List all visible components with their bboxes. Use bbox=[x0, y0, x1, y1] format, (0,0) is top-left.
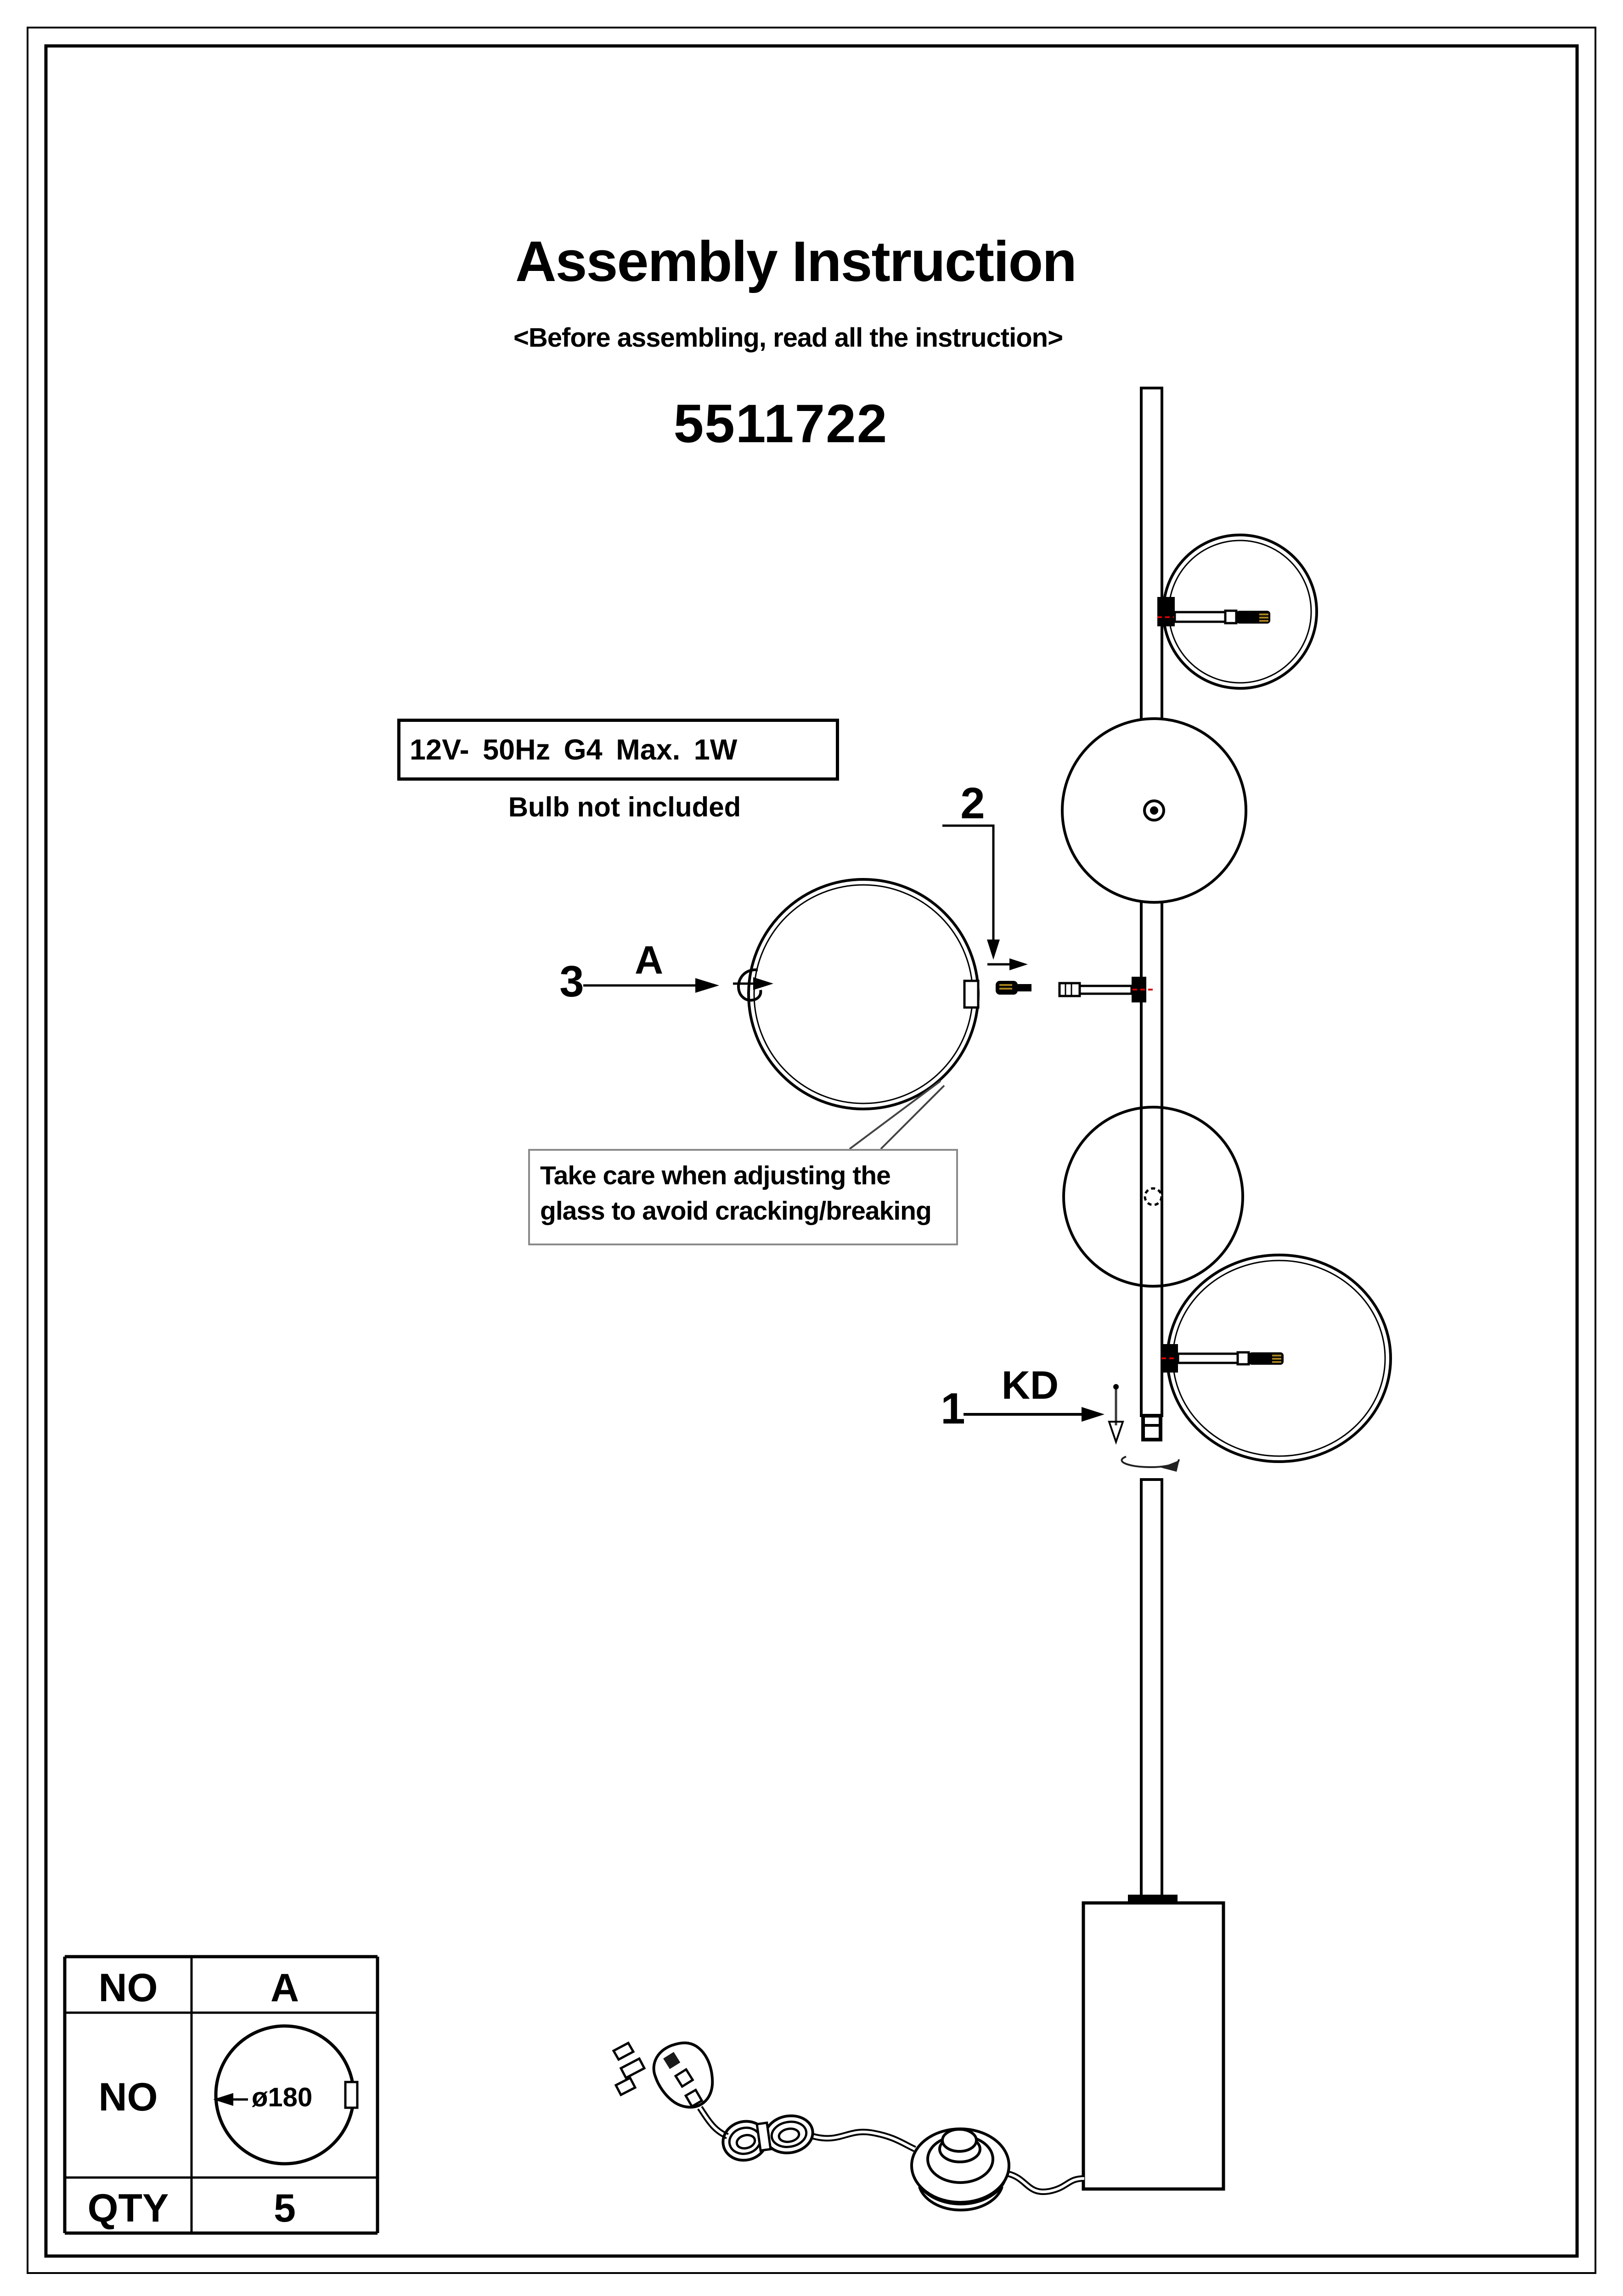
callout-label-kd: KD bbox=[1001, 1363, 1059, 1407]
table-row1-label: NO bbox=[98, 1966, 158, 2010]
model-number: 5511722 bbox=[673, 394, 888, 454]
power-cord bbox=[700, 2108, 1084, 2192]
warning-note-box bbox=[528, 1149, 958, 1245]
glass-shade-exploded bbox=[749, 879, 978, 1109]
glass-shade-front-upper bbox=[1062, 719, 1246, 902]
page-subtitle: <Before assembling, read all the instruction> bbox=[513, 323, 1063, 353]
spec-box bbox=[397, 719, 839, 781]
screw-part bbox=[996, 981, 1031, 995]
warning-line-1: Take care when adjusting the bbox=[540, 1161, 890, 1190]
table-row2-label: NO bbox=[98, 2075, 158, 2119]
uk-plug bbox=[654, 2043, 713, 2107]
bulb-note: Bulb not included bbox=[508, 792, 741, 822]
warning-line-2: glass to avoid cracking/breaking bbox=[540, 1196, 931, 1226]
table-row3-label: QTY bbox=[87, 2186, 169, 2230]
table-row3-value: 5 bbox=[274, 2186, 296, 2230]
spec-rating: 12V- 50Hz G4 Max. 1W bbox=[410, 733, 738, 766]
foot-switch bbox=[912, 2129, 1009, 2210]
mounting-arm-left bbox=[1059, 977, 1154, 1002]
lower-pole bbox=[1141, 1480, 1162, 1897]
callout-label-step3: 3 bbox=[559, 957, 584, 1006]
callout-label-step2: 2 bbox=[960, 779, 985, 828]
callout-step1-arrow bbox=[964, 1407, 1105, 1422]
cord-coil bbox=[719, 2112, 816, 2165]
table-row1-value: A bbox=[270, 1966, 299, 2010]
upper-pole bbox=[1141, 388, 1162, 1440]
plug-pins bbox=[614, 2043, 644, 2095]
callout-label-view-a: A bbox=[634, 938, 664, 982]
page-title: Assembly Instruction bbox=[515, 230, 1076, 293]
callout-label-step1: 1 bbox=[941, 1384, 965, 1433]
base-cylinder bbox=[1083, 1895, 1223, 2189]
shade-diameter-label: ø180 bbox=[252, 2082, 313, 2112]
